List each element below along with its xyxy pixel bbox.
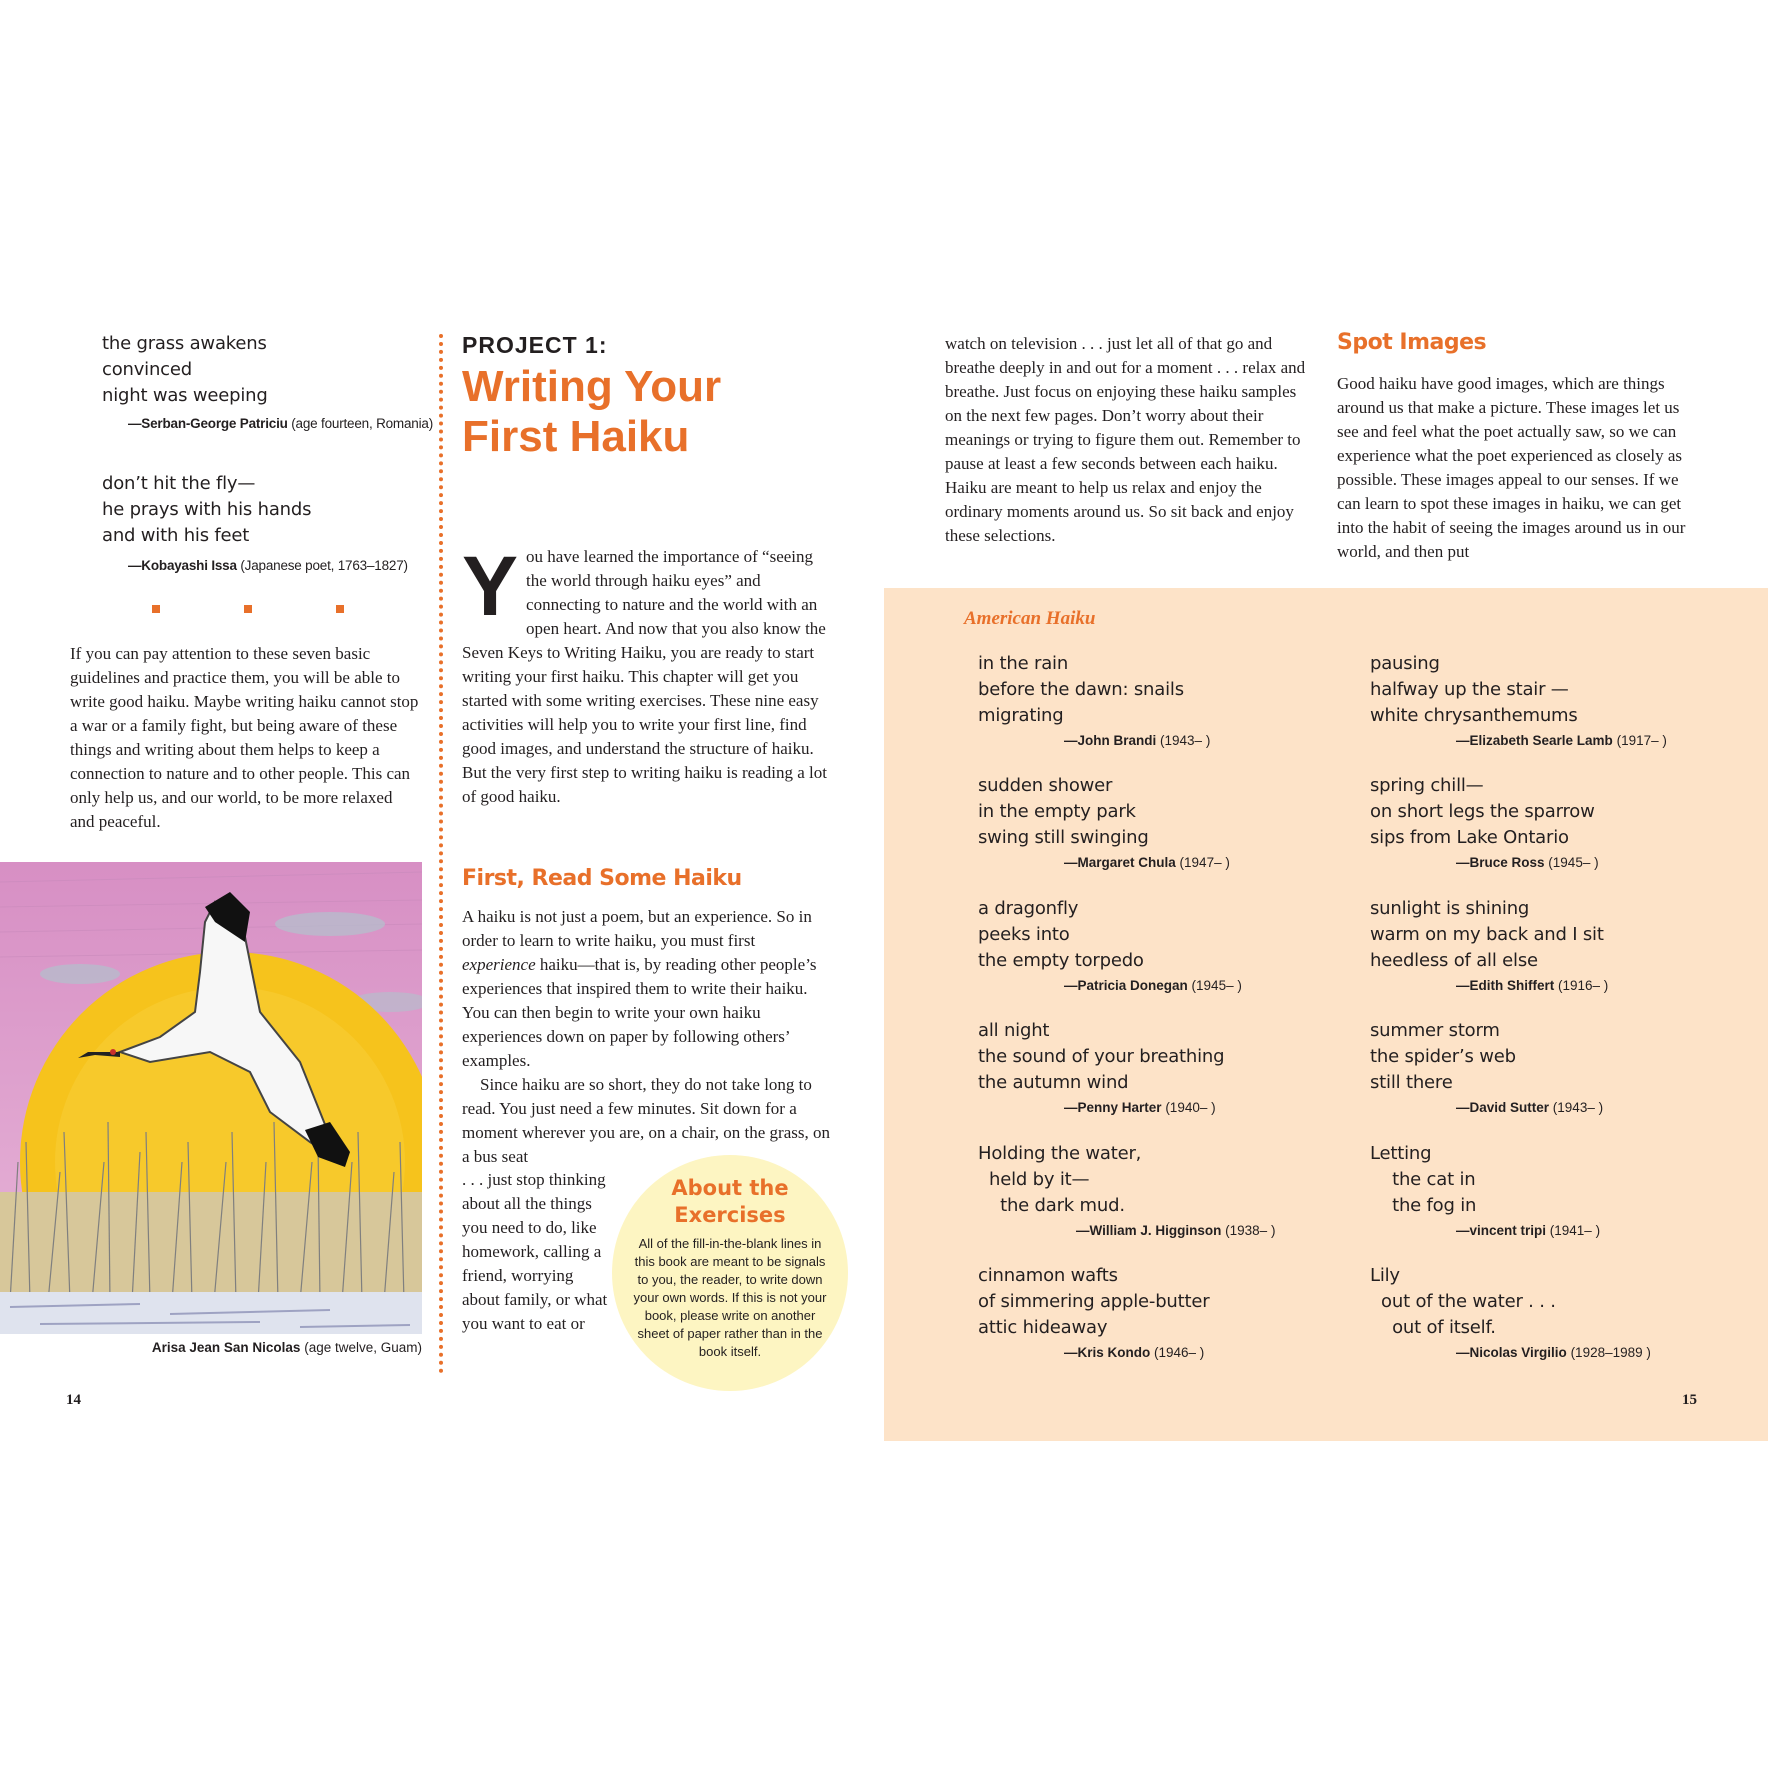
ornament-dot xyxy=(152,605,160,613)
poem-dates: (1940– ) xyxy=(1165,1100,1216,1115)
text-emphasis: experience xyxy=(462,955,536,974)
spot-images-paragraph: Good haiku have good images, which are things around us that make a picture. These images let us see and feel what the poet actually saw, so we can experience what the poet experienced as closely as possible. These images appeal to our senses. If we can learn to spot these images in haiku, we can get into the habit of seeing the images around us in our world, and then put xyxy=(1337,374,1686,561)
callout-title-line: About the xyxy=(671,1176,789,1200)
project-label: PROJECT 1: xyxy=(462,332,608,358)
poem-author: —vincent tripi xyxy=(1456,1223,1547,1238)
poem-line: Lily xyxy=(1370,1265,1400,1286)
crane-drawing-svg xyxy=(0,862,422,1334)
poem-line: and with his feet xyxy=(102,525,250,546)
poem-author: —Serban-George Patriciu xyxy=(128,416,288,431)
poem-credit xyxy=(1456,1100,1750,1115)
poem-line: migrating xyxy=(978,705,1064,726)
poem-credit xyxy=(1076,1223,1358,1238)
poem-author: —Bruce Ross xyxy=(1456,855,1545,870)
callout-title xyxy=(630,1175,830,1229)
poem-dates: (1938– ) xyxy=(1225,1223,1276,1238)
poem-line: the cat in xyxy=(1370,1169,1476,1190)
paragraph xyxy=(462,905,832,1073)
poem-author-note: (age fourteen, Romania) xyxy=(291,416,433,431)
haiku-sutter xyxy=(1370,1018,1750,1115)
poem-dates: (1916– ) xyxy=(1558,978,1609,993)
poem-line: sunlight is shining xyxy=(1370,898,1530,919)
column-divider xyxy=(439,334,443,1374)
poem-line: all night xyxy=(978,1020,1050,1041)
poem-line: summer storm xyxy=(1370,1020,1500,1041)
first-read-body xyxy=(462,905,832,1169)
poem-credit xyxy=(1064,855,1358,870)
haiku-brandi xyxy=(978,651,1358,748)
poem-credit xyxy=(1456,733,1750,748)
crane-drawing-illustration xyxy=(0,862,422,1334)
poem-author: —Penny Harter xyxy=(1064,1100,1162,1115)
poem-dates: (1947– ) xyxy=(1179,855,1230,870)
section-heading-first-read: First, Read Some Haiku xyxy=(462,866,742,891)
haiku-virgilio xyxy=(1370,1263,1750,1360)
poem-line: don’t hit the fly— xyxy=(102,473,256,494)
poem-credit xyxy=(1064,978,1358,993)
about-exercises-callout xyxy=(612,1155,848,1391)
poem-line: before the dawn: snails xyxy=(978,679,1184,700)
section-heading-spot-images: Spot Images xyxy=(1337,330,1487,355)
drawing-caption xyxy=(0,1340,422,1355)
poem-author: —Edith Shiffert xyxy=(1456,978,1555,993)
left-body-paragraph xyxy=(70,642,420,834)
poem-author: —Nicolas Virgilio xyxy=(1456,1345,1567,1360)
poem-author: —John Brandi xyxy=(1064,733,1157,748)
poem-line: attic hideaway xyxy=(978,1317,1108,1338)
poem-line: Holding the water, xyxy=(978,1143,1142,1164)
poem-author: —Kris Kondo xyxy=(1064,1345,1151,1360)
poem-line: held by it— xyxy=(978,1169,1090,1190)
poem-author-note: (Japanese poet, 1763–1827) xyxy=(240,558,408,573)
poem-dates: (1943– ) xyxy=(1160,733,1211,748)
poem-line: the autumn wind xyxy=(978,1072,1129,1093)
artist-name: Arisa Jean San Nicolas xyxy=(151,1340,301,1355)
poem-credit xyxy=(1456,1345,1750,1360)
callout-title-line: Exercises xyxy=(674,1203,786,1227)
paragraph-text: If you can pay attention to these seven basic guidelines and practice them, you will be able to write good haiku. Maybe writing haiku cannot stop a war or a family fight, but being aware of these things and writing about them helps to keep a connection to nature and to other people. This can only help us, and our world, to be more relaxed and peaceful. xyxy=(70,644,419,831)
poem-line: peeks into xyxy=(978,924,1070,945)
poem-line: of simmering apple-butter xyxy=(978,1291,1210,1312)
poem-line: halfway up the stair — xyxy=(1370,679,1569,700)
right-body-paragraph: watch on television . . . just let all of that go and breathe deeply in and out for a moment . . . relax and breathe. Just focus on enjoying these haiku samples on the next few pages. Don’t worry about their meanings or trying to figure them out. Remember to pause at least a few seconds between each haiku. Haiku are meant to help us relax and enjoy the ordinary moments around us. So sit back and enjoy these selections. xyxy=(945,334,1306,545)
poem-line: still there xyxy=(1370,1072,1453,1093)
poem-author: —William J. Higginson xyxy=(1076,1223,1222,1238)
poem-line: on short legs the sparrow xyxy=(1370,801,1595,822)
poem-credit xyxy=(1456,1223,1750,1238)
poem-credit xyxy=(1456,855,1750,870)
project-title-line: Writing Your xyxy=(462,362,722,411)
poem-line: heedless of all else xyxy=(1370,950,1538,971)
paragraph: Since haiku are so short, they do not take long to read. You just need a few minutes. Sit down for a moment wherever you are, on a chair, on the grass, on a bus seat xyxy=(462,1075,830,1166)
poem-line: a dragonfly xyxy=(978,898,1079,919)
poem-credit xyxy=(128,553,432,579)
haiku-harter xyxy=(978,1018,1358,1115)
artist-note: (age twelve, Guam) xyxy=(304,1340,422,1355)
poem-dates: (1928–1989 ) xyxy=(1570,1345,1651,1360)
drop-cap: Y xyxy=(462,539,519,633)
poem-line: he prays with his hands xyxy=(102,499,312,520)
intro-text: ou have learned the importance of “seeing the world through haiku eyes” and connecting to nature and the world with an open heart. And now that you also know the Seven Keys to Writing Haiku, you are ready to start writing your first haiku. This chapter will get you started with some writing exercises. These nine easy activities will help you to write your first line, find good images, and understand the structure of haiku. But the very first step to writing haiku is reading a lot of good haiku. xyxy=(462,547,827,806)
intro-paragraph xyxy=(462,539,832,809)
poem-line: out of the water . . . xyxy=(1370,1291,1556,1312)
haiku-kondo xyxy=(978,1263,1358,1360)
poem-author: —Kobayashi Issa xyxy=(128,558,237,573)
haiku-ross xyxy=(1370,773,1750,870)
haiku-issa xyxy=(102,471,432,579)
poem-line: out of itself. xyxy=(1370,1317,1496,1338)
poem-line: night was weeping xyxy=(102,385,268,406)
haiku-donegan xyxy=(978,896,1358,993)
wrapped-paragraph: . . . just stop thinking about all the things you need to do, like homework, calling a friend, worrying about family, or what you want to eat or xyxy=(462,1170,608,1333)
poem-dates: (1945– ) xyxy=(1191,978,1242,993)
poem-line: the empty torpedo xyxy=(978,950,1144,971)
project-title xyxy=(462,362,822,462)
poem-credit xyxy=(128,411,432,437)
poem-line: swing still swinging xyxy=(978,827,1149,848)
poem-credit xyxy=(1064,1100,1358,1115)
poem-dates: (1917– ) xyxy=(1616,733,1667,748)
project-title-line: First Haiku xyxy=(462,412,690,461)
ornament-dot xyxy=(244,605,252,613)
haiku-patriciu xyxy=(102,331,432,437)
haiku-shiffert xyxy=(1370,896,1750,993)
poem-line: the spider’s web xyxy=(1370,1046,1516,1067)
poem-line: Letting xyxy=(1370,1143,1432,1164)
poem-dates: (1945– ) xyxy=(1548,855,1599,870)
text-run: haiku—that is, by reading other people’s experiences that inspired them to write their haiku. You can then begin to write your own haiku experiences down on paper by following others’ examples. xyxy=(462,955,817,1070)
poem-line: warm on my back and I sit xyxy=(1370,924,1604,945)
haiku-chula xyxy=(978,773,1358,870)
haiku-tripi xyxy=(1370,1141,1750,1238)
haiku-higginson xyxy=(978,1141,1358,1238)
poem-line: the fog in xyxy=(1370,1195,1477,1216)
poem-author: —David Sutter xyxy=(1456,1100,1550,1115)
poem-line: sips from Lake Ontario xyxy=(1370,827,1569,848)
poem-line: the sound of your breathing xyxy=(978,1046,1225,1067)
text-run: A haiku is not just a poem, but an experience. So in order to learn to write haiku, you must first xyxy=(462,907,812,950)
poem-line: convinced xyxy=(102,359,192,380)
haiku-lamb xyxy=(1370,651,1750,748)
poem-author: —Margaret Chula xyxy=(1064,855,1176,870)
poem-dates: (1943– ) xyxy=(1552,1100,1604,1115)
page-number-left: 14 xyxy=(66,1392,81,1408)
poem-line: pausing xyxy=(1370,653,1440,674)
poem-author: —Patricia Donegan xyxy=(1064,978,1188,993)
poem-credit xyxy=(1456,978,1750,993)
poem-line: the grass awakens xyxy=(102,333,267,354)
poem-author: —Elizabeth Searle Lamb xyxy=(1456,733,1613,748)
poem-credit xyxy=(1064,1345,1358,1360)
poem-line: in the empty park xyxy=(978,801,1136,822)
american-haiku-title: American Haiku xyxy=(964,608,1096,629)
poem-line: cinnamon wafts xyxy=(978,1265,1118,1286)
poem-line: white chrysanthemums xyxy=(1370,705,1578,726)
callout-text: All of the fill-in-the-blank lines in this book are meant to be signals to you, the reader, to write down your own words. If this is not your book, please write on another sheet of paper rather than in the book itself. xyxy=(633,1236,827,1359)
ornament-dot xyxy=(336,605,344,613)
page-number-right: 15 xyxy=(1682,1392,1697,1408)
poem-dates: (1946– ) xyxy=(1154,1345,1205,1360)
poem-line: the dark mud. xyxy=(978,1195,1125,1216)
poem-line: in the rain xyxy=(978,653,1069,674)
poem-line: sudden shower xyxy=(978,775,1113,796)
section-ornament xyxy=(152,605,352,615)
poem-credit xyxy=(1064,733,1358,748)
poem-dates: (1941– ) xyxy=(1549,1223,1601,1238)
poem-line: spring chill— xyxy=(1370,775,1484,796)
